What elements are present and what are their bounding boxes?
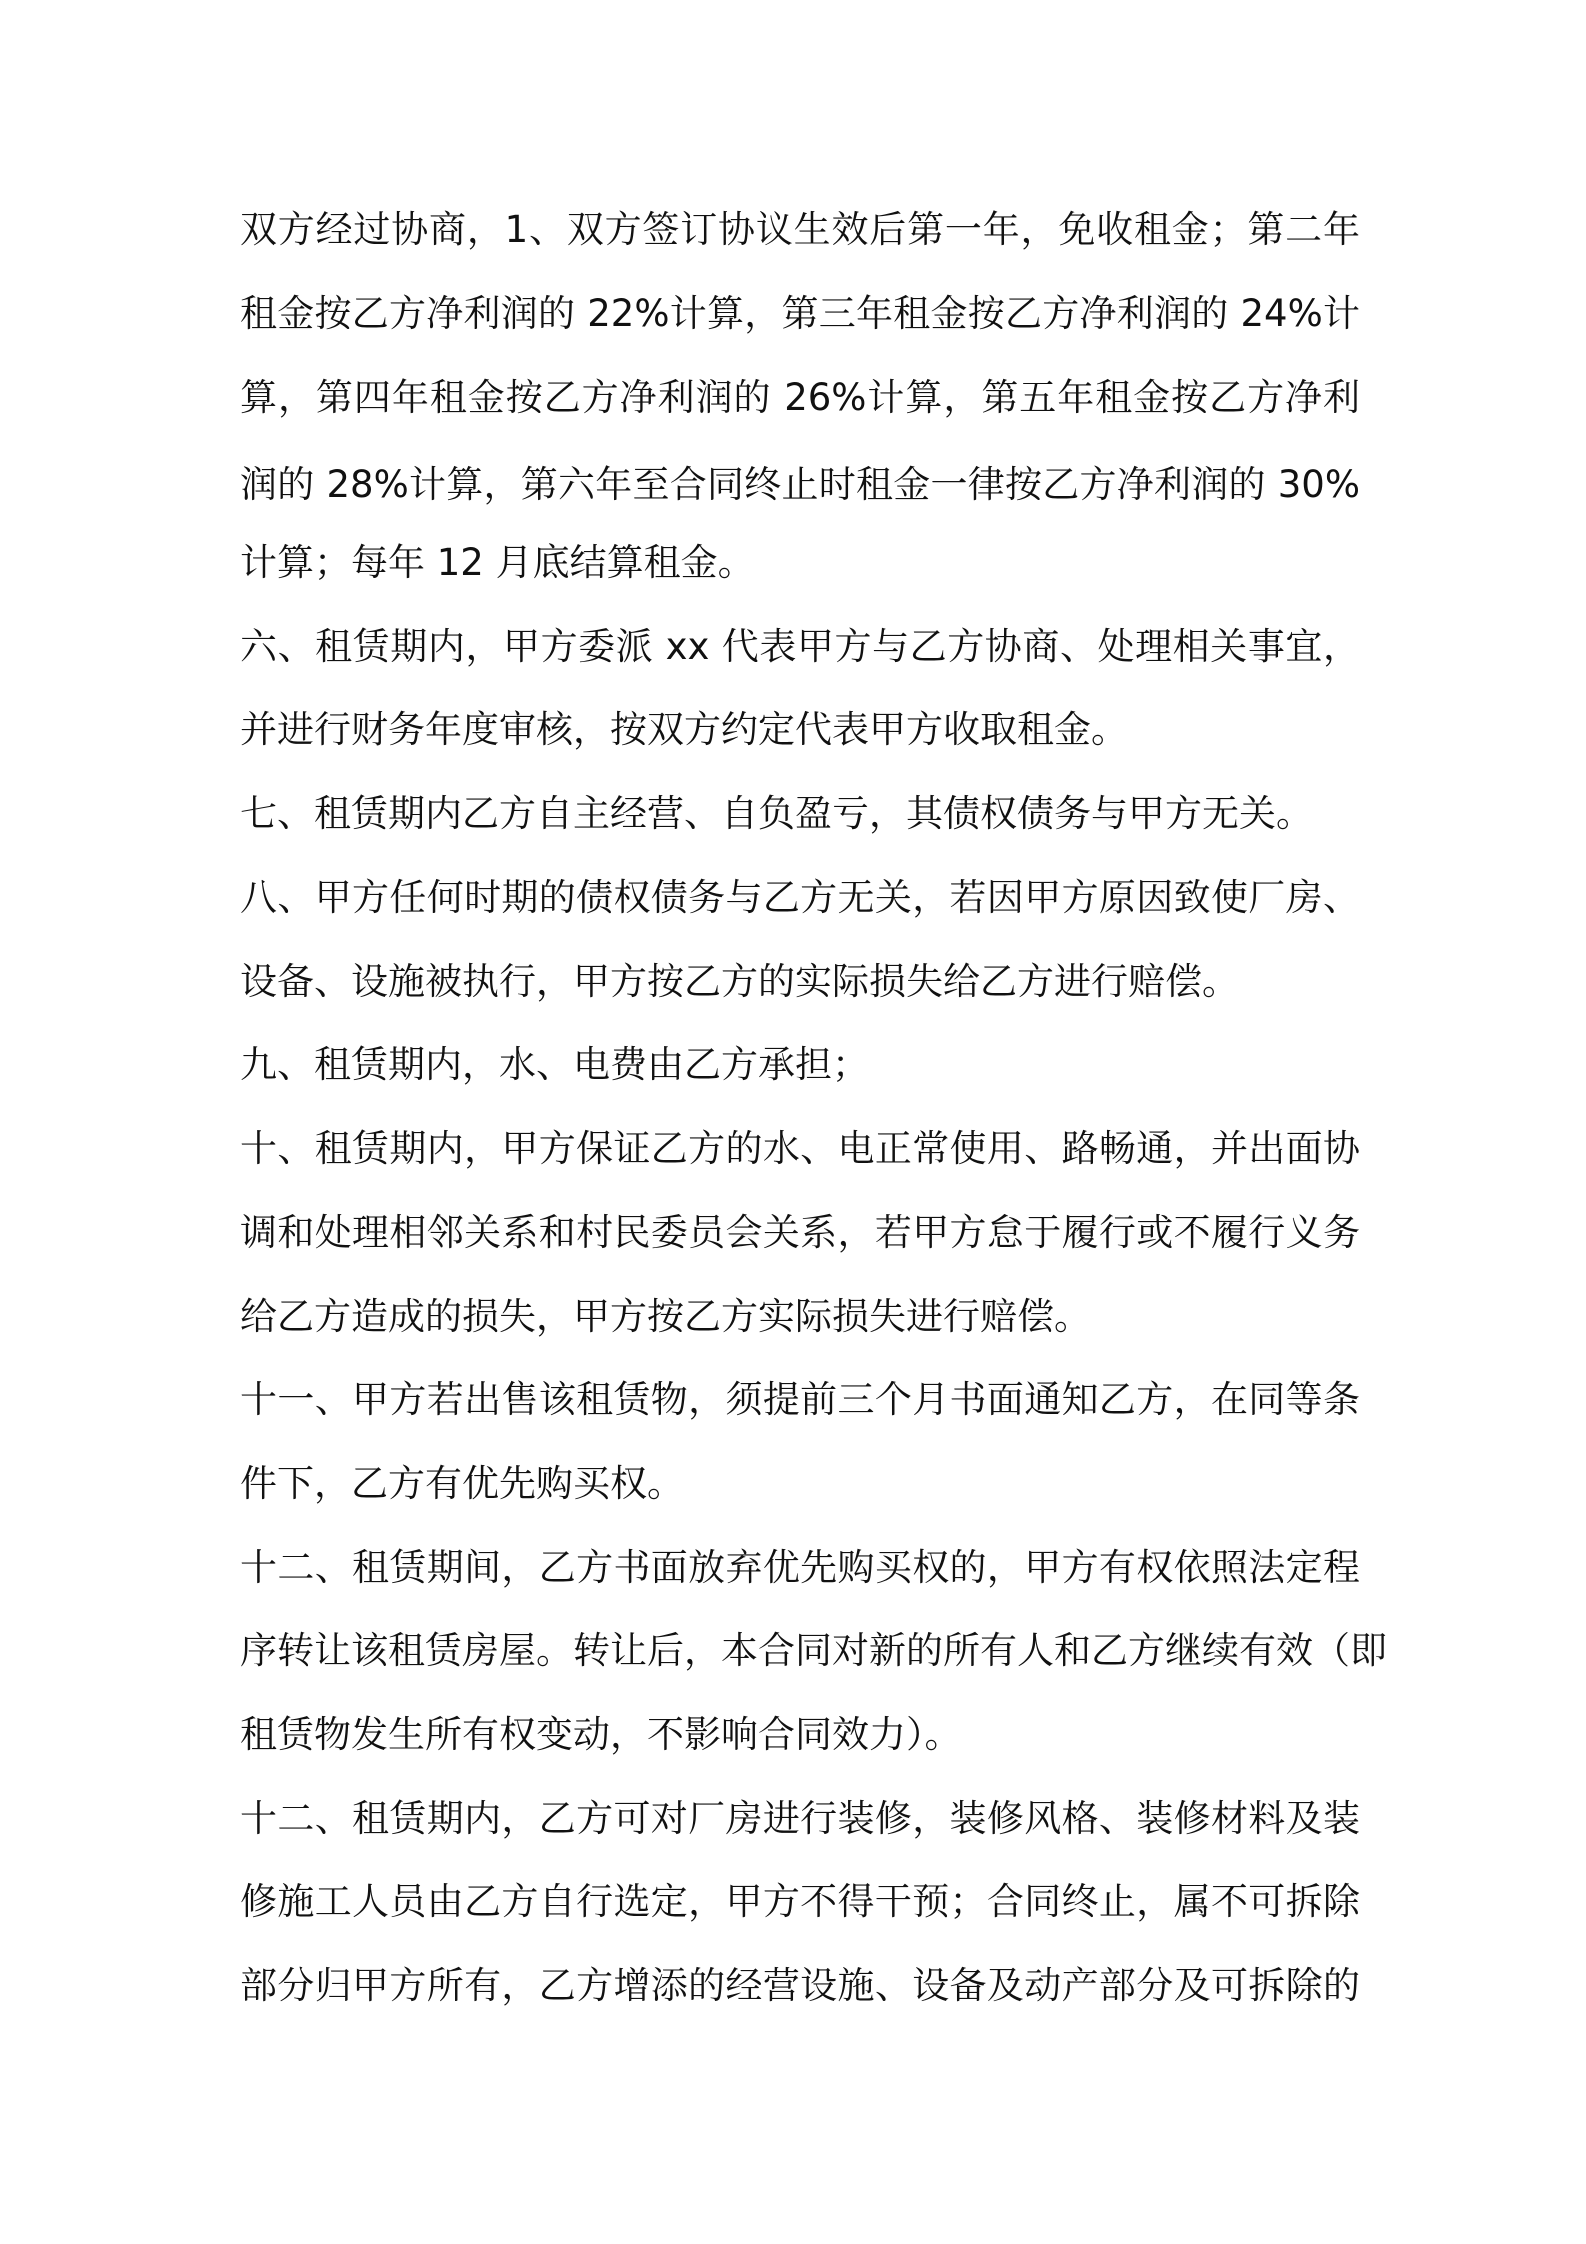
text-line: 并进行财务年度审核，按双方约定代表甲方收取租金。 xyxy=(240,708,1128,751)
text-line: 六、租赁期内，甲方委派 xx 代表甲方与乙方协商、处理相关事宜， xyxy=(240,625,1360,668)
text-line: 部分归甲方所有，乙方增添的经营设施、设备及动产部分及可拆除的 xyxy=(240,1964,1360,2007)
text-line: 十二、租赁期间，乙方书面放弃优先购买权的，甲方有权依照法定程 xyxy=(240,1546,1360,1589)
text-line: 给乙方造成的损失，甲方按乙方实际损失进行赔偿。 xyxy=(240,1295,1091,1338)
text-line: 序转让该租赁房屋。转让后，本合同对新的所有人和乙方继续有效（即 xyxy=(240,1629,1387,1672)
text-line: 计算；每年 12 月底结算租金。 xyxy=(240,541,755,584)
text-line: 十、租赁期内，甲方保证乙方的水、电正常使用、路畅通，并出面协 xyxy=(240,1127,1360,1170)
text-line: 件下，乙方有优先购买权。 xyxy=(240,1462,684,1505)
text-line: 八、甲方任何时期的债权债务与乙方无关，若因甲方原因致使厂房、 xyxy=(240,876,1360,919)
text-line: 算，第四年租金按乙方净利润的 26%计算，第五年租金按乙方净利 xyxy=(240,376,1360,419)
text-line: 修施工人员由乙方自行选定，甲方不得干预；合同终止，属不可拆除 xyxy=(240,1880,1360,1923)
text-line: 设备、设施被执行，甲方按乙方的实际损失给乙方进行赔偿。 xyxy=(240,960,1239,1003)
text-line: 双方经过协商，1、双方签订协议生效后第一年，免收租金；第二年 xyxy=(240,208,1360,251)
text-line: 十一、甲方若出售该租赁物，须提前三个月书面通知乙方，在同等条 xyxy=(240,1378,1360,1421)
text-line: 租金按乙方净利润的 22%计算，第三年租金按乙方净利润的 24%计 xyxy=(240,292,1360,335)
text-line: 租赁物发生所有权变动，不影响合同效力）。 xyxy=(240,1713,962,1756)
text-line: 润的 28%计算，第六年至合同终止时租金一律按乙方净利润的 30% xyxy=(240,463,1360,506)
text-line: 七、租赁期内乙方自主经营、自负盈亏，其债权债务与甲方无关。 xyxy=(240,792,1313,835)
text-line: 九、租赁期内，水、电费由乙方承担； xyxy=(240,1043,869,1086)
text-line: 调和处理相邻关系和村民委员会关系，若甲方怠于履行或不履行义务 xyxy=(240,1211,1360,1254)
text-line: 十二、租赁期内，乙方可对厂房进行装修，装修风格、装修材料及装 xyxy=(240,1797,1360,1840)
